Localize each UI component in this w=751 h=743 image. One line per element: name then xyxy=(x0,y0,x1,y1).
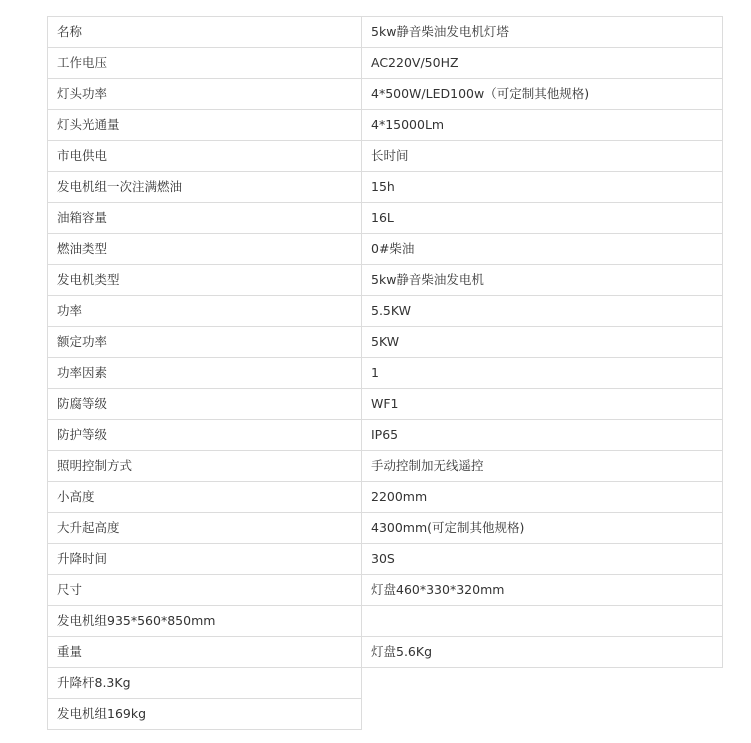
table-row xyxy=(48,544,723,575)
spec-value: 5kw静音柴油发电机 xyxy=(362,265,723,296)
spec-value: 5kw静音柴油发电机灯塔 xyxy=(362,17,723,48)
empty-cell xyxy=(362,668,723,699)
spec-label: 大升起高度 xyxy=(48,513,362,544)
table-row xyxy=(48,637,723,668)
spec-table-body xyxy=(48,17,723,730)
spec-value: 灯盘5.6Kg xyxy=(362,637,723,668)
spec-label: 防腐等级 xyxy=(48,389,362,420)
table-row xyxy=(48,513,723,544)
spec-label: 名称 xyxy=(48,17,362,48)
spec-label: 尺寸 xyxy=(48,575,362,606)
table-row xyxy=(48,141,723,172)
spec-value: WF1 xyxy=(362,389,723,420)
table-row xyxy=(48,110,723,141)
spec-label: 功率 xyxy=(48,296,362,327)
table-row xyxy=(48,17,723,48)
table-row xyxy=(48,172,723,203)
table-row xyxy=(48,451,723,482)
table-row xyxy=(48,606,723,637)
table-row xyxy=(48,668,723,699)
empty-cell xyxy=(362,699,723,730)
spec-label: 功率因素 xyxy=(48,358,362,389)
spec-label: 小高度 xyxy=(48,482,362,513)
spec-label: 发电机类型 xyxy=(48,265,362,296)
spec-label: 升降杆8.3Kg xyxy=(48,668,362,699)
spec-value: 2200mm xyxy=(362,482,723,513)
spec-label: 市电供电 xyxy=(48,141,362,172)
spec-value: 30S xyxy=(362,544,723,575)
spec-label: 照明控制方式 xyxy=(48,451,362,482)
spec-value: 手动控制加无线遥控 xyxy=(362,451,723,482)
table-row xyxy=(48,358,723,389)
spec-value: 16L xyxy=(362,203,723,234)
spec-value: 4300mm(可定制其他规格) xyxy=(362,513,723,544)
spec-label: 重量 xyxy=(48,637,362,668)
spec-label: 防护等级 xyxy=(48,420,362,451)
spec-label: 工作电压 xyxy=(48,48,362,79)
spec-value: 长时间 xyxy=(362,141,723,172)
table-row xyxy=(48,296,723,327)
table-row xyxy=(48,327,723,358)
spec-value: 灯盘460*330*320mm xyxy=(362,575,723,606)
spec-label: 额定功率 xyxy=(48,327,362,358)
table-row xyxy=(48,699,723,730)
spec-label: 发电机组935*560*850mm xyxy=(48,606,362,637)
table-row xyxy=(48,482,723,513)
spec-label: 燃油类型 xyxy=(48,234,362,265)
spec-value: IP65 xyxy=(362,420,723,451)
spec-label: 灯头功率 xyxy=(48,79,362,110)
table-row xyxy=(48,79,723,110)
spec-value: 15h xyxy=(362,172,723,203)
spec-table xyxy=(47,16,723,730)
table-row xyxy=(48,265,723,296)
table-row xyxy=(48,575,723,606)
spec-label: 发电机组169kg xyxy=(48,699,362,730)
table-row xyxy=(48,389,723,420)
spec-value xyxy=(362,606,723,637)
spec-value: 4*15000Lm xyxy=(362,110,723,141)
spec-label: 油箱容量 xyxy=(48,203,362,234)
spec-value: 1 xyxy=(362,358,723,389)
table-row xyxy=(48,234,723,265)
spec-value: 5.5KW xyxy=(362,296,723,327)
spec-value: 5KW xyxy=(362,327,723,358)
spec-label: 灯头光通量 xyxy=(48,110,362,141)
table-row xyxy=(48,48,723,79)
spec-value: AC220V/50HZ xyxy=(362,48,723,79)
table-row xyxy=(48,203,723,234)
spec-value: 4*500W/LED100w（可定制其他规格) xyxy=(362,79,723,110)
table-row xyxy=(48,420,723,451)
spec-label: 升降时间 xyxy=(48,544,362,575)
spec-label: 发电机组一次注满燃油 xyxy=(48,172,362,203)
spec-value: 0#柴油 xyxy=(362,234,723,265)
